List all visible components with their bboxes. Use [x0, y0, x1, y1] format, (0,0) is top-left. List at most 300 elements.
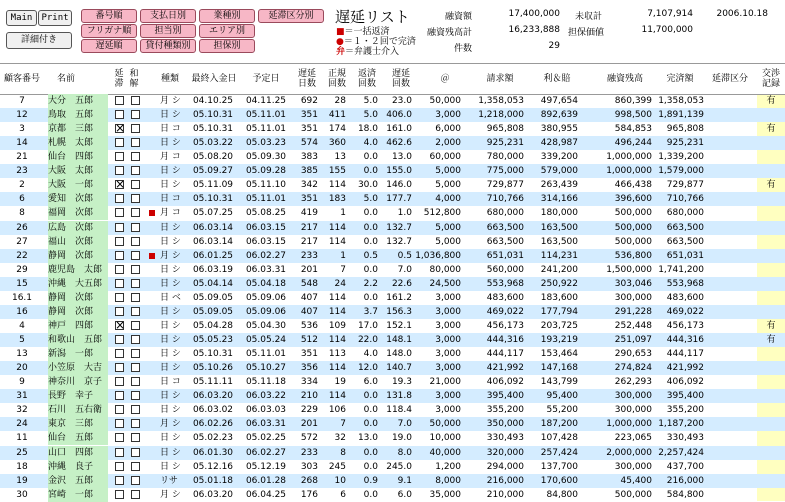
table-row[interactable]	[0, 403, 785, 417]
table-row[interactable]	[0, 122, 785, 136]
cell-name: 沖縄 良子	[48, 460, 108, 474]
cell-billed: 421,992	[486, 363, 524, 374]
print-button[interactable]: Print	[38, 10, 72, 26]
cell-name: 札幌 太郎	[48, 136, 108, 150]
delinquent-checkbox[interactable]	[115, 279, 124, 288]
cell-negotiation-record[interactable]	[758, 291, 784, 305]
delinquent-checkbox[interactable]	[115, 166, 124, 175]
delinquent-checkbox[interactable]	[115, 349, 124, 358]
cell-payment-count: 30.0	[357, 180, 378, 191]
cell-payoff: 1,358,053	[658, 96, 704, 106]
delinquent-checkbox[interactable]	[115, 152, 124, 161]
cell-customer-no: 25	[16, 447, 28, 458]
cell-name: 静岡 次郎	[48, 249, 108, 263]
settlement-checkbox[interactable]	[131, 419, 140, 428]
cell-regular-count: 114	[328, 180, 346, 191]
cell-negotiation-record[interactable]	[758, 474, 784, 488]
cell-delay-count: 23.0	[391, 96, 412, 106]
cell-payment-count: 4.0	[363, 349, 378, 360]
cell-interest: 137,700	[540, 461, 578, 472]
col-due-date[interactable]: 予定日	[252, 74, 280, 84]
cell-delay-class	[706, 375, 754, 389]
settlement-checkbox[interactable]	[131, 391, 140, 400]
cell-negotiation-record[interactable]	[758, 164, 784, 178]
cell-billed: 350,000	[486, 419, 524, 430]
cell-delay-count: 148.1	[386, 335, 412, 346]
table-row[interactable]	[0, 389, 785, 403]
cell-customer-no: 31	[16, 391, 28, 402]
cell-negotiation-record[interactable]: 有	[766, 180, 776, 191]
cell-name: 京都 三郎	[48, 122, 108, 136]
cell-delay-count: 132.7	[386, 236, 412, 247]
table-row[interactable]	[0, 361, 785, 375]
cell-negotiation-record[interactable]	[758, 235, 784, 249]
cell-negotiation-record[interactable]	[758, 403, 784, 417]
sort-by-payday-button[interactable]: 支払日別	[140, 9, 196, 23]
settlement-checkbox[interactable]	[131, 448, 140, 457]
delinquent-checkbox[interactable]	[115, 96, 124, 105]
col-payment-count[interactable]: 返済 回数	[357, 69, 376, 89]
table-row[interactable]	[0, 249, 785, 263]
loan-balance-label: 融資残高計	[426, 28, 472, 38]
settlement-checkbox[interactable]	[131, 335, 140, 344]
cell-negotiation-record[interactable]	[758, 136, 784, 150]
cell-interest: 180,000	[540, 208, 578, 219]
table-row[interactable]	[0, 375, 785, 389]
delinquent-checkbox[interactable]	[115, 490, 124, 499]
table-row[interactable]	[0, 136, 785, 150]
col-customer-no[interactable]: 顧客番号	[3, 74, 40, 84]
cell-payoff: 710,766	[666, 194, 704, 205]
cell-last-payment: 06.03.20	[192, 391, 234, 402]
table-row[interactable]	[0, 235, 785, 249]
lump-sum-marker-icon	[149, 210, 155, 216]
cell-negotiation-record[interactable]	[758, 305, 784, 319]
settlement-checkbox[interactable]	[131, 237, 140, 246]
cell-negotiation-record[interactable]: 有	[766, 335, 776, 346]
cell-delay-count: 245.0	[386, 461, 412, 472]
sort-by-industry-button[interactable]: 業種別	[199, 9, 255, 23]
settlement-checkbox[interactable]	[131, 124, 140, 133]
cell-last-payment: 05.11.09	[192, 180, 234, 191]
col-settlement[interactable]: 和 解	[129, 69, 139, 89]
sort-by-number-button[interactable]: 番号順	[81, 9, 137, 23]
table-row[interactable]	[0, 206, 785, 220]
cell-type: 日 シ	[160, 405, 181, 416]
table-row[interactable]	[0, 319, 785, 333]
settlement-checkbox[interactable]	[131, 223, 140, 232]
delinquent-checkbox[interactable]	[115, 110, 124, 119]
cell-negotiation-record[interactable]	[758, 150, 784, 164]
settlement-checkbox[interactable]	[131, 321, 140, 330]
table-row[interactable]	[0, 417, 785, 431]
delinquent-checkbox[interactable]	[115, 363, 124, 372]
settlement-checkbox[interactable]	[131, 490, 140, 499]
cell-interest: 163,500	[540, 236, 578, 247]
lawyer-icon: 弁	[336, 47, 346, 57]
delinquent-checkbox[interactable]	[115, 208, 124, 217]
cell-delay-class	[706, 94, 754, 108]
cell-payoff: 1,187,200	[658, 419, 704, 430]
delinquent-checkbox[interactable]	[115, 307, 124, 316]
table-row[interactable]	[0, 178, 785, 192]
cell-billed: 483,600	[486, 292, 524, 303]
cell-delay-days: 574	[300, 138, 318, 149]
cell-payment-count: 0.0	[363, 208, 378, 219]
cell-payoff: 444,117	[666, 349, 704, 360]
col-delay-class[interactable]: 延滞区分	[711, 74, 748, 84]
settlement-checkbox[interactable]	[131, 166, 140, 175]
cell-due-date: 05.11.01	[245, 194, 287, 205]
cell-delay-class	[706, 136, 754, 150]
delinquent-checkbox[interactable]	[115, 321, 124, 330]
col-type[interactable]: 種類	[160, 74, 179, 84]
cell-negotiation-record[interactable]	[758, 389, 784, 403]
delinquent-checkbox[interactable]	[115, 405, 124, 414]
cell-negotiation-record[interactable]: 有	[766, 124, 776, 135]
delinquent-checkbox[interactable]	[115, 335, 124, 344]
col-last-payment[interactable]: 最終入金日	[191, 74, 237, 84]
table-row[interactable]	[0, 474, 785, 488]
cell-negotiation-record[interactable]	[758, 221, 784, 235]
cell-name: 愛知 次郎	[48, 192, 108, 206]
cell-unit: 3,000	[435, 306, 461, 317]
cell-due-date: 06.02.27	[245, 447, 287, 458]
cell-customer-no: 3	[19, 124, 25, 135]
settlement-checkbox[interactable]	[131, 363, 140, 372]
cell-unit: 5,000	[435, 166, 461, 177]
table-row[interactable]	[0, 150, 785, 164]
col-payoff[interactable]: 完済額	[666, 74, 694, 84]
cell-negotiation-record[interactable]	[758, 347, 784, 361]
cell-unit: 2,000	[435, 138, 461, 149]
cell-interest: 257,424	[540, 447, 578, 458]
cell-delay-class	[706, 263, 754, 277]
cell-last-payment: 06.01.30	[192, 447, 234, 458]
col-name[interactable]: 名前	[56, 74, 75, 84]
table-row[interactable]	[0, 94, 785, 108]
delinquent-checkbox[interactable]	[115, 377, 124, 386]
sort-by-kana-button[interactable]: フリガナ順	[81, 24, 137, 38]
cell-negotiation-record[interactable]	[758, 277, 784, 291]
table-row[interactable]	[0, 277, 785, 291]
cell-last-payment: 05.02.23	[192, 433, 234, 444]
cell-payment-count: 0.0	[363, 152, 378, 163]
cell-payoff: 395,400	[666, 391, 704, 402]
settlement-checkbox[interactable]	[131, 433, 140, 442]
cell-negotiation-record[interactable]: 有	[766, 96, 776, 106]
cell-delay-count: 132.7	[386, 222, 412, 233]
cell-interest: 170,600	[540, 475, 578, 486]
cell-balance: 303,046	[614, 278, 652, 289]
cell-name: 大分 五郎	[48, 94, 108, 108]
cell-last-payment: 05.09.27	[192, 166, 234, 177]
cell-billed: 320,000	[486, 447, 524, 458]
delinquent-checkbox[interactable]	[115, 293, 124, 302]
delinquent-checkbox[interactable]	[115, 391, 124, 400]
cell-due-date: 06.02.27	[245, 250, 287, 261]
cell-negotiation-record[interactable]	[758, 249, 784, 263]
delinquent-checkbox[interactable]	[115, 194, 124, 203]
cell-balance: 251,097	[614, 335, 652, 346]
cell-balance: 300,000	[614, 405, 652, 416]
col-interest[interactable]: 利＆賠	[543, 74, 571, 84]
cell-billed: 406,092	[486, 377, 524, 388]
cell-payoff: 651,031	[666, 250, 704, 261]
delinquent-checkbox[interactable]	[115, 433, 124, 442]
delinquent-checkbox[interactable]	[115, 237, 124, 246]
detail-button[interactable]: 詳細付き	[6, 32, 72, 49]
sort-by-delay-class-button[interactable]: 延滞区分別	[258, 9, 324, 23]
cell-interest: 163,500	[540, 222, 578, 233]
cell-name: 沖縄 大五郎	[48, 277, 108, 291]
delinquent-checkbox[interactable]	[115, 265, 124, 274]
cell-payment-count: 13.0	[357, 433, 378, 444]
delinquent-checkbox[interactable]	[115, 124, 124, 133]
cell-billed: 216,000	[486, 475, 524, 486]
cell-due-date: 05.09.06	[245, 306, 287, 317]
cell-regular-count: 7	[340, 419, 346, 430]
cell-type: 日 シ	[160, 264, 181, 275]
cell-balance: 262,293	[614, 377, 652, 388]
settlement-checkbox[interactable]	[131, 96, 140, 105]
cell-delay-count: 19.3	[391, 377, 412, 388]
settlement-checkbox[interactable]	[131, 476, 140, 485]
col-regular-count[interactable]: 正規 回数	[327, 69, 346, 89]
cell-customer-no: 9	[19, 377, 25, 388]
col-delinquent[interactable]: 延 滞	[114, 69, 124, 89]
legend-early-payoff-text: ＝１・２回で完済	[343, 37, 416, 47]
cell-type: 日 シ	[160, 110, 181, 121]
settlement-checkbox[interactable]	[131, 293, 140, 302]
cell-customer-no: 12	[16, 110, 28, 121]
cell-delay-class	[706, 488, 754, 502]
cell-name: 鳥取 五郎	[48, 108, 108, 122]
cell-payment-count: 0.9	[363, 475, 378, 486]
cell-balance: 1,500,000	[606, 264, 652, 275]
col-balance[interactable]: 融資残高	[606, 74, 643, 84]
cell-delay-days: 201	[300, 264, 318, 275]
cell-name: 東京 三郎	[48, 417, 108, 431]
cell-customer-no: 14	[16, 138, 28, 149]
cell-delay-days: 385	[300, 166, 318, 177]
table-row[interactable]	[0, 164, 785, 178]
col-delay-days[interactable]: 遅延 日数	[297, 69, 316, 89]
cell-negotiation-record[interactable]	[758, 263, 784, 277]
settlement-checkbox[interactable]	[131, 377, 140, 386]
cell-balance: 290,653	[614, 349, 652, 360]
cell-payoff: 437,700	[666, 461, 704, 472]
col-delay-count[interactable]: 遅延 回数	[391, 69, 410, 89]
settlement-checkbox[interactable]	[131, 279, 140, 288]
col-unit[interactable]: ＠	[440, 74, 450, 84]
legend-lawyer-text: ＝弁護士介入	[345, 47, 400, 57]
cell-unit: 3,000	[435, 349, 461, 360]
cell-negotiation-record[interactable]	[758, 488, 784, 502]
cell-type: 日 シ	[160, 349, 181, 360]
cell-regular-count: 114	[328, 236, 346, 247]
cell-negotiation-record[interactable]	[758, 375, 784, 389]
settlement-checkbox[interactable]	[131, 138, 140, 147]
table-row[interactable]	[0, 431, 785, 445]
delinquent-checkbox[interactable]	[115, 462, 124, 471]
settlement-checkbox[interactable]	[131, 307, 140, 316]
cell-last-payment: 05.11.11	[192, 377, 234, 388]
sort-by-delay-button[interactable]: 遅延順	[81, 39, 137, 53]
cell-payment-count: 6.0	[363, 377, 378, 388]
cell-name: 和歌山 五郎	[48, 333, 108, 347]
cell-regular-count: 114	[328, 335, 346, 346]
cell-payment-count: 2.2	[363, 278, 378, 289]
cell-name: 新潟 一郎	[48, 347, 108, 361]
settlement-checkbox[interactable]	[131, 208, 140, 217]
cell-customer-no: 24	[16, 419, 28, 430]
cell-customer-no: 13	[16, 349, 28, 360]
cell-negotiation-record[interactable]	[758, 108, 784, 122]
cell-delay-days: 229	[300, 405, 318, 416]
sort-by-staff-button[interactable]: 担当別	[140, 24, 196, 38]
cell-interest: 250,922	[540, 278, 578, 289]
delinquent-checkbox[interactable]	[115, 476, 124, 485]
red-dot-icon: ●	[336, 37, 344, 47]
settlement-checkbox[interactable]	[131, 265, 140, 274]
cell-delay-days: 268	[300, 475, 318, 486]
cell-name: 鹿児島 太郎	[48, 263, 108, 277]
cell-regular-count: 13	[334, 152, 346, 163]
cell-interest: 497,654	[540, 96, 578, 106]
delinquent-checkbox[interactable]	[115, 419, 124, 428]
report-date: 2006.10.18	[716, 9, 768, 19]
table-row[interactable]	[0, 291, 785, 305]
cell-type: 日 コ	[160, 194, 181, 205]
table-row[interactable]	[0, 305, 785, 319]
delinquent-checkbox[interactable]	[115, 138, 124, 147]
settlement-checkbox[interactable]	[131, 180, 140, 189]
table-row[interactable]	[0, 263, 785, 277]
cell-due-date: 06.03.22	[245, 391, 287, 402]
cell-due-date: 05.11.18	[245, 377, 287, 388]
cell-due-date: 05.04.30	[245, 320, 287, 331]
table-row[interactable]	[0, 347, 785, 361]
cell-type: 日 シ	[160, 335, 181, 346]
settlement-checkbox[interactable]	[131, 349, 140, 358]
cell-negotiation-record[interactable]	[758, 206, 784, 220]
cell-negotiation-record[interactable]	[758, 417, 784, 431]
cell-balance: 1,000,000	[606, 152, 652, 163]
sort-by-collateral-button[interactable]: 担保別	[199, 39, 255, 53]
table-row[interactable]	[0, 460, 785, 474]
cell-due-date: 05.05.24	[245, 335, 287, 346]
settlement-checkbox[interactable]	[131, 462, 140, 471]
cell-type: 月 コ	[160, 152, 181, 163]
table-row[interactable]	[0, 333, 785, 347]
cell-last-payment: 04.10.25	[192, 96, 234, 106]
settlement-checkbox[interactable]	[131, 152, 140, 161]
cell-customer-no: 7	[19, 96, 25, 106]
sort-by-area-button[interactable]: エリア別	[199, 24, 255, 38]
cell-unit: 8,000	[435, 475, 461, 486]
cell-interest: 95,400	[546, 391, 578, 402]
cell-due-date: 05.09.30	[245, 152, 287, 163]
delinquent-checkbox[interactable]	[115, 251, 124, 260]
cell-negotiation-record[interactable]	[758, 431, 784, 445]
table-row[interactable]	[0, 488, 785, 502]
settlement-checkbox[interactable]	[131, 194, 140, 203]
cell-name: 静岡 次郎	[48, 291, 108, 305]
table-row[interactable]	[0, 108, 785, 122]
cell-interest: 428,987	[540, 138, 578, 149]
cell-delay-class	[706, 333, 754, 347]
settlement-checkbox[interactable]	[131, 110, 140, 119]
cell-delay-class	[706, 192, 754, 206]
cell-name: 神奈川 京子	[48, 375, 108, 389]
cell-delay-count: 0.5	[397, 250, 412, 261]
settlement-checkbox[interactable]	[131, 405, 140, 414]
cell-billed: 444,117	[486, 349, 524, 360]
sort-by-loan-type-button[interactable]: 貸付種類別	[140, 39, 196, 53]
cell-billed: 444,316	[486, 335, 524, 346]
table-header	[0, 63, 785, 95]
cell-delay-class	[706, 221, 754, 235]
cell-payoff: 406,092	[666, 377, 704, 388]
table-row[interactable]	[0, 192, 785, 206]
cell-negotiation-record[interactable]	[758, 192, 784, 206]
uncollected-label: 未収計	[575, 12, 603, 22]
table-row[interactable]	[0, 221, 785, 235]
cell-name: 福岡 次郎	[48, 206, 108, 220]
cell-balance: 300,000	[614, 292, 652, 303]
cell-name: 大阪 一郎	[48, 178, 108, 192]
delinquent-checkbox[interactable]	[115, 180, 124, 189]
cell-last-payment: 05.10.31	[192, 194, 234, 205]
col-negotiation-record[interactable]: 交渉 記録	[761, 69, 780, 89]
settlement-checkbox[interactable]	[131, 251, 140, 260]
cell-balance: 45,400	[620, 475, 652, 486]
cell-delay-count: 155.0	[386, 166, 412, 177]
cell-due-date: 05.09.06	[245, 292, 287, 303]
table-row[interactable]	[0, 446, 785, 460]
cell-type: 月 シ	[160, 250, 181, 261]
cell-delay-count: 146.0	[386, 180, 412, 191]
cell-unit: 3,000	[435, 335, 461, 346]
col-billed[interactable]: 請求額	[486, 74, 514, 84]
cell-delay-days: 351	[300, 349, 318, 360]
cell-delay-class	[706, 446, 754, 460]
cell-last-payment: 05.10.26	[192, 363, 234, 374]
cell-regular-count: 28	[334, 96, 346, 106]
cell-due-date: 06.03.15	[245, 222, 287, 233]
main-button[interactable]: Main	[6, 10, 37, 26]
cell-customer-no: 18	[16, 461, 28, 472]
cell-payoff: 456,173	[666, 320, 704, 331]
cell-unit: 3,000	[435, 391, 461, 402]
cell-negotiation-record[interactable]	[758, 446, 784, 460]
cell-billed: 925,231	[486, 138, 524, 149]
cell-balance: 500,000	[614, 222, 652, 233]
delinquent-checkbox[interactable]	[115, 448, 124, 457]
cell-delay-days: 342	[300, 180, 318, 191]
cell-delay-count: 406.0	[386, 110, 412, 121]
cell-negotiation-record[interactable]	[758, 460, 784, 474]
cell-negotiation-record[interactable]: 有	[766, 320, 776, 331]
delinquent-checkbox[interactable]	[115, 223, 124, 232]
cell-billed: 780,000	[486, 152, 524, 163]
cell-billed: 210,000	[486, 489, 524, 500]
cell-negotiation-record[interactable]	[758, 361, 784, 375]
cell-delay-count: 19.0	[391, 433, 412, 444]
cell-last-payment: 06.03.20	[192, 489, 234, 500]
cell-payoff: 553,968	[666, 278, 704, 289]
